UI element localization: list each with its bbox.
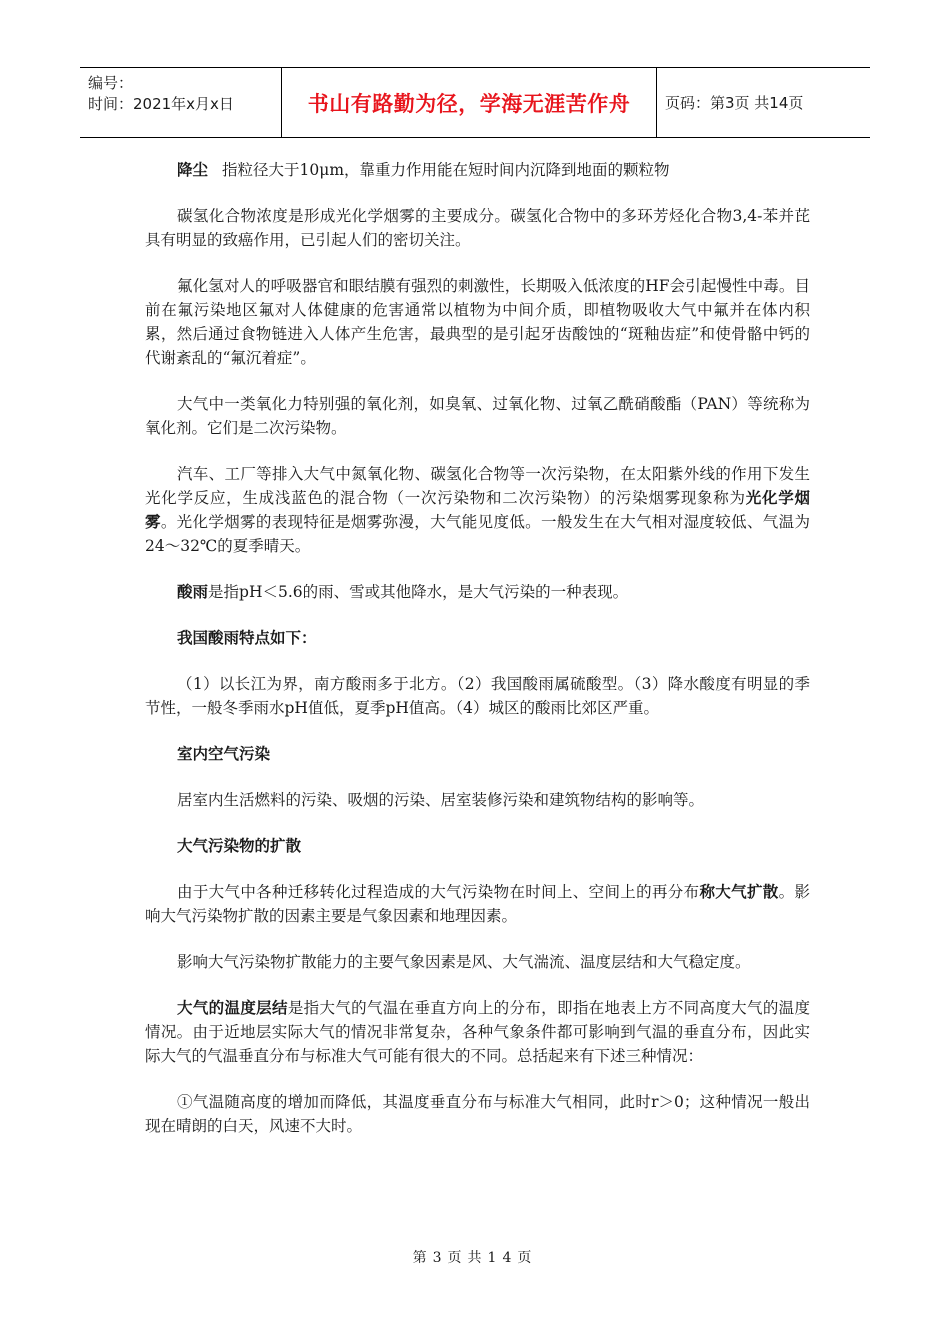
diffusion-text-b: 。影响大气污染物扩散的因素主要是气象因素和地理因素。 bbox=[145, 883, 810, 925]
paragraph-temperature-stratification bbox=[145, 996, 810, 1068]
heading-diffusion: 大气污染物的扩散 bbox=[177, 837, 302, 855]
diffusion-text-a: 由于大气中各种迁移转化过程造成的大气污染物在时间上、空间上的再分布 bbox=[177, 883, 700, 901]
term-photochemical-smog: 光化学烟雾 bbox=[145, 489, 810, 531]
heading-acid-rain-features: 我国酸雨特点如下： bbox=[177, 629, 317, 647]
term-diffusion: 称大气扩散 bbox=[699, 883, 779, 901]
number-label: 编号： bbox=[88, 74, 134, 92]
smog-text-a: 汽车、工厂等排入大气中氮氧化物、碳氢化合物等一次污染物，在太阳紫外线的作用下发生光化学反应，生成浅蓝色的混合物（一次污染物和二次污染物）的污染烟雾现象称为 bbox=[145, 465, 810, 507]
acid-rain-definition: 是指pH＜5.6的雨、雪或其他降水，是大气污染的一种表现。 bbox=[208, 583, 629, 601]
paragraph-photochemical-smog bbox=[145, 462, 810, 558]
stratification-definition: 是指大气的气温在垂直方向上的分布，即指在地表上方不同高度大气的温度情况。由于近地层实际大气的情况非常复杂，各种气象条件都可影响到气温的垂直分布，因此实际大气的气温垂直分布与标准大气可能有很大的不同。总括起来有下述三种情况： bbox=[145, 999, 810, 1065]
term-acid-rain: 酸雨 bbox=[177, 583, 209, 601]
paragraph-meteorological-factors: 影响大气污染物扩散能力的主要气象因素是风、大气湍流、温度层结和大气稳定度。 bbox=[177, 953, 751, 971]
page-footer: 第3页共14页 bbox=[412, 1250, 538, 1266]
term-temperature-stratification: 大气的温度层结 bbox=[177, 999, 288, 1017]
paragraph-acid-rain bbox=[145, 580, 810, 604]
header-page-info: 页码：第3页 共14页 bbox=[665, 94, 804, 112]
paragraph-dust bbox=[145, 158, 810, 182]
heading-indoor-pollution: 室内空气污染 bbox=[177, 745, 271, 763]
paragraph-diffusion bbox=[145, 880, 810, 928]
term-dust: 降尘 bbox=[177, 161, 209, 179]
paragraph-hydrocarbons: 碳氢化合物浓度是形成光化学烟雾的主要成分。碳氢化合物中的多环芳烃化合物3,4-苯并芘具有明显的致癌作用，已引起人们的密切关注。 bbox=[145, 207, 810, 249]
header-meta bbox=[80, 68, 282, 137]
smog-text-b: 。光化学烟雾的表现特征是烟雾弥漫，大气能见度低。一般发生在大气相对湿度较低、气温为24～32℃的夏季晴天。 bbox=[145, 513, 810, 555]
paragraph-indoor-pollution: 居室内生活燃料的污染、吸烟的污染、居室装修污染和建筑物结构的影响等。 bbox=[177, 791, 705, 809]
time-label: 时间：2021年x月x日 bbox=[88, 95, 234, 113]
paragraph-acid-rain-features: （1）以长江为界，南方酸雨多于北方。（2）我国酸雨属硫酸型。（3）降水酸度有明显的季节性，一般冬季雨水pH值低，夏季pH值高。（4）城区的酸雨比郊区严重。 bbox=[145, 675, 810, 717]
dust-definition: 指粒径大于10μm，靠重力作用能在短时间内沉降到地面的颗粒物 bbox=[222, 161, 670, 179]
paragraph-hydrogen-fluoride: 氟化氢对人的呼吸器官和眼结膜有强烈的刺激性，长期吸入低浓度的HF会引起慢性中毒。目前在氟污染地区氟对人体健康的危害通常以植物为中间介质，即植物吸收大气中氟并在体内积累，然后通过食物链进入人体产生危害，最典型的是引起牙齿酸蚀的“斑釉齿症”和使骨骼中钙的代谢紊乱的“氟沉着症”。 bbox=[145, 277, 810, 367]
header-motto: 书山有路勤为径，学海无涯苦作舟 bbox=[282, 68, 657, 137]
page-header bbox=[80, 67, 870, 138]
document-body bbox=[145, 158, 810, 1160]
paragraph-oxidants: 大气中一类氧化力特别强的氧化剂，如臭氧、过氧化物、过氧乙酰硝酸酯（PAN）等统称为氧化剂。它们是二次污染物。 bbox=[145, 395, 810, 437]
paragraph-case-one: ①气温随高度的增加而降低，其温度垂直分布与标准大气相同，此时r＞0；这种情况一般出现在晴朗的白天，风速不大时。 bbox=[145, 1093, 810, 1135]
